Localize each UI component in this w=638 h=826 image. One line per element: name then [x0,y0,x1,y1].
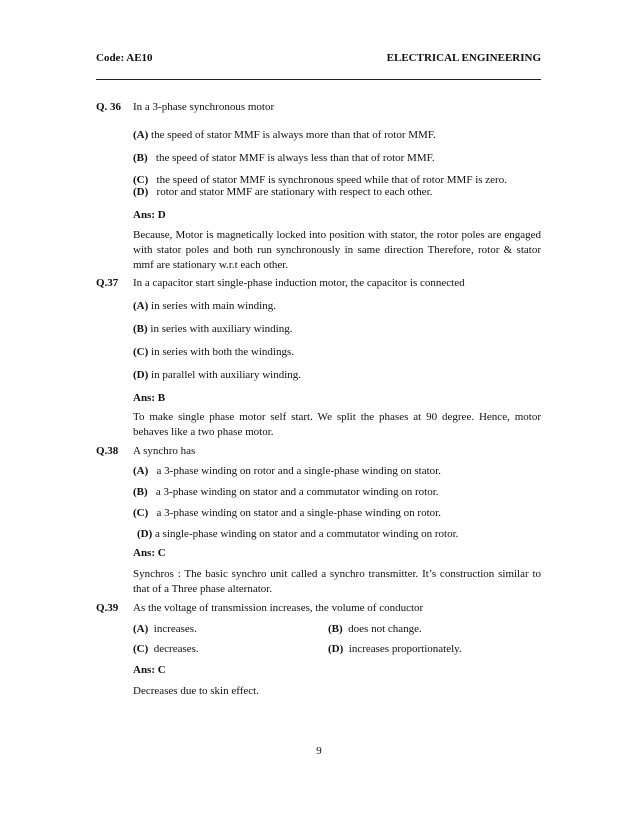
explanation: To make single phase motor self start. We split the phases at 90 degree. Hence, motor behaves like a two phase motor. [133,411,541,438]
option: (D) rotor and stator MMF are stationary with respect to each other. [133,186,433,198]
option: (A) increases. [133,623,197,635]
answer: Ans: D [133,209,166,221]
option: (D) increases proportionately. [328,643,462,655]
option: (B) in series with auxiliary winding. [133,323,293,335]
page-number: 9 [316,745,322,757]
option: (C) the speed of stator MMF is synchronous speed while that of rotor MMF is zero. [133,174,507,186]
option: (C) in series with both the windings. [133,346,295,358]
option: (B) a 3-phase winding on stator and a commutator winding on rotor. [133,486,439,498]
question-number: Q. 36 [96,101,122,113]
option: (B) the speed of stator MMF is always less than that of rotor MMF. [133,152,435,164]
question-number: Q.37 [96,277,119,289]
subject-title: ELECTRICAL ENGINEERING [386,52,541,64]
page-header [96,52,541,68]
question-text: As the voltage of transmission increases, the volume of conductor [133,602,424,614]
answer: Ans: B [133,392,166,404]
option: (A) the speed of stator MMF is always more than that of rotor MMF. [133,129,436,141]
answer: Ans: C [133,664,166,676]
option: (A) a 3-phase winding on rotor and a single-phase winding on stator. [133,465,441,477]
option: (D) a single-phase winding on stator and a commutator winding on rotor. [137,528,459,540]
question-number: Q.38 [96,445,119,457]
explanation: Decreases due to skin effect. [133,685,259,697]
question-text: In a 3-phase synchronous motor [133,101,275,113]
exam-code: Code: AE10 [96,52,153,64]
option: (A) in series with main winding. [133,300,276,312]
question-text: In a capacitor start single-phase induction motor, the capacitor is connected [133,277,465,289]
option: (B) does not change. [328,623,422,635]
header-divider [96,79,541,80]
option: (C) decreases. [133,643,199,655]
answer: Ans: C [133,547,166,559]
question-number: Q.39 [96,602,119,614]
explanation: Synchros : The basic synchro unit called a synchro transmitter. It’s construction similar to that of a Three phase alternator. [133,568,541,595]
question-text: A synchro has [133,445,196,457]
option: (D) in parallel with auxiliary winding. [133,369,302,381]
option: (C) a 3-phase winding on stator and a single-phase winding on rotor. [133,507,441,519]
explanation: Because, Motor is magnetically locked into position with stator, the rotor poles are engaged with stator poles and both run synchronously in same direction Therefore, rotor & stator mmf are stationary w.r.t each other. [133,229,541,271]
